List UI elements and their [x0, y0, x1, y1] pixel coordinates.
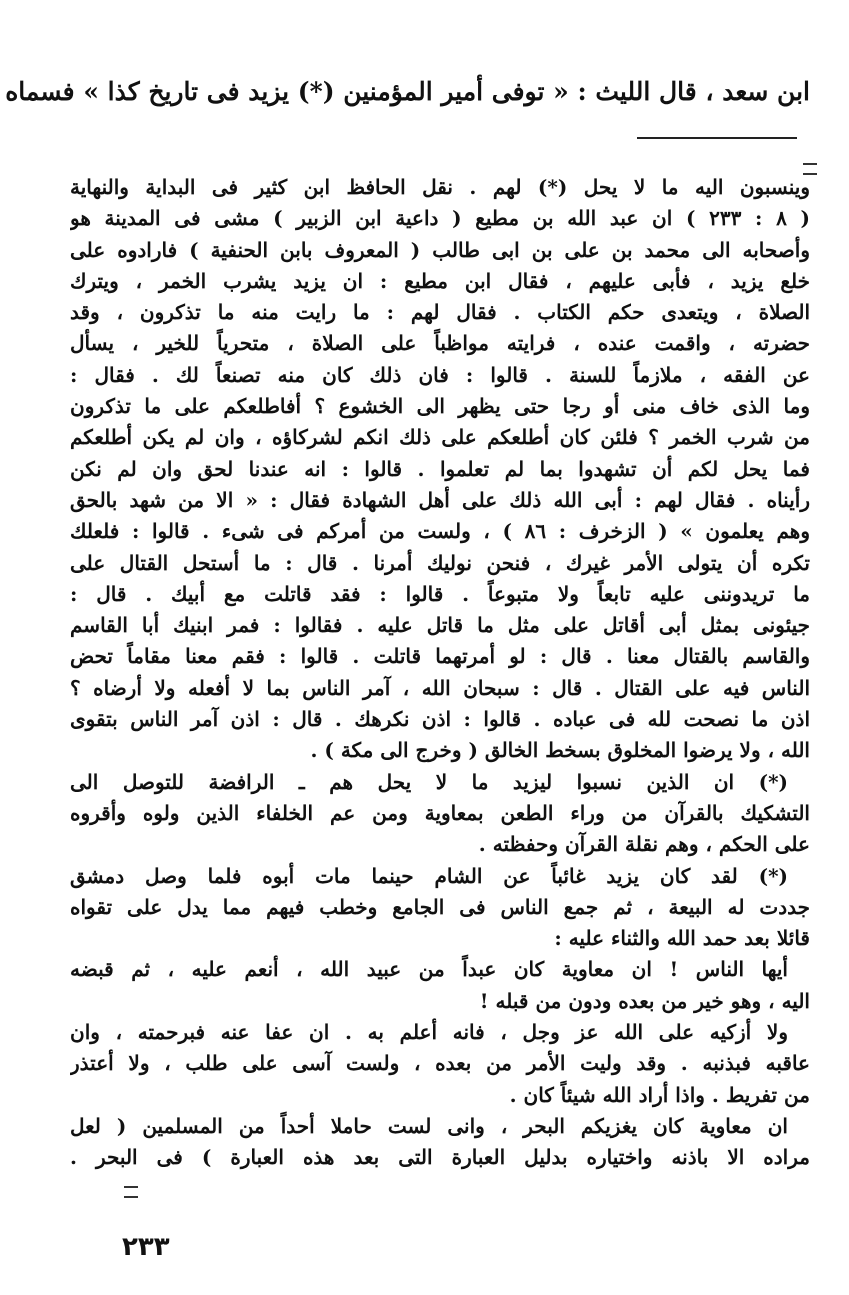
footnote-line: ولا أزكيه على الله عز وجل ، فانه أعلم به . ان عفا عنه فبرحمته ، وان: [70, 1020, 788, 1045]
main-text-line: ابن سعد ، قال الليث : « توفى أمير المؤمنين (*) يزيد فى تاريخ كذا » فسماه: [5, 77, 810, 106]
footnote-line: الله ، ولا يرضوا المخلوق بسخط الخالق ( وخرج الى مكة ) .: [310, 738, 810, 763]
footnote-line: جيئونى بمثل أبى أقاتل على مثل ما قاتل عليه . فقالوا : فمر ابنيك أبا القاسم: [70, 613, 810, 638]
footnote-line: عن الفقه ، ملازماً للسنة . قالوا : فان ذلك كان منه تصنعاً لك . فقال :: [70, 362, 810, 387]
footnote-line: الناس فيه على القتال . قال : سبحان الله ، آمر الناس بما لا أفعله ولا أرضاه ؟: [70, 675, 810, 700]
footnote-line: والقاسم بالقتال معنا . قال : لو أمرتهما قاتلت . قالوا : فقم معنا مقاماً تحض: [70, 644, 810, 669]
footnote-line: (*) ان الذين نسبوا ليزيد ما لا يحل هم ـ الرافضة للتوصل الى: [70, 769, 788, 794]
footnote-line: وينسبون اليه ما لا يحل (*) لهم . نقل الحافظ ابن كثير فى البداية والنهاية: [70, 175, 810, 199]
footnote-line: اليه ، وهو خير من بعده ودون من قبله !: [479, 988, 810, 1013]
footnote-line: على الحكم ، وهم نقلة القرآن وحفظته .: [478, 832, 810, 857]
page-number: ٢٣٣: [122, 1232, 170, 1262]
footnote-line: تكره أن يتولى الأمر غيرك ، فنحن نوليك أمرنا . قال : ما أستحل القتال على: [70, 550, 810, 575]
footnote-line: رأيناه . فقال لهم : أبى الله ذلك على أهل الشهادة فقال : « الا من شهد بالحق: [70, 487, 810, 512]
footnote-line: ( ٨ : ٢٣٣ ) ان عبد الله بن مطيع ( داعية ابن الزبير ) مشى فى المدينة هو: [70, 206, 810, 231]
footnote-line: ان معاوية كان يغزيكم البحر ، وانى لست حاملا أحداً من المسلمين ( لعل: [70, 1113, 788, 1138]
footnotes-block: [70, 172, 810, 1174]
footnote-line: خلع يزيد ، فأبى عليهم ، فقال ابن مطيع : ان يزيد يشرب الخمر ، ويترك: [70, 268, 810, 293]
footnote-line: ما تريدوننى عليه تابعاً ولا متبوعاً . قالوا : فقد قاتلت مع أبيك . قال :: [70, 581, 810, 606]
footnote-line: مراده الا باذنه واختياره بدليل العبارة التى بعد هذه العبارة ) فى البحر .: [70, 1145, 810, 1170]
footnote-line: من شرب الخمر ؟ فلئن كان أطلعكم على ذلك انكم لشركاؤه ، وان لم يكن أطلعكم: [70, 425, 810, 450]
footnote-line: جددت له البيعة ، ثم جمع الناس فى الجامع وخطب فيهم مما يدل على تقواه: [70, 894, 810, 919]
footnote-end-mark: [124, 1186, 138, 1198]
footnote-line: عاقبه فبذنبه . وقد وليت الأمر من بعده ، ولست آسى على طلب ، ولا أعتذر: [70, 1051, 810, 1076]
footnote-line: اذن ما نصحت لله فى عباده . قالوا : اذن نكرهك . قال : اذن آمر الناس بتقوى: [70, 707, 810, 732]
footnote-separator: [637, 137, 797, 139]
footnote-line: من تفريط . واذا أراد الله شيئاً كان .: [509, 1082, 810, 1107]
footnote-line: قائلا بعد حمد الله والثناء عليه :: [554, 926, 810, 951]
footnote-line: أيها الناس ! ان معاوية كان عبداً من عبيد الله ، أنعم عليه ، ثم قبضه: [70, 957, 788, 982]
footnote-line: التشكيك بالقرآن من وراء الطعن بمعاوية ومن عم الخلفاء الذين ولوه وأقروه: [70, 800, 810, 825]
footnote-line: (*) لقد كان يزيد غائباً عن الشام حينما مات أبوه فلما وصل دمشق: [70, 863, 788, 888]
footnote-line: وما الذى خاف منى أو رجا حتى يظهر الى الخشوع ؟ أفاطلعكم على ما تذكرون: [70, 394, 810, 419]
footnote-line: وأصحابه الى محمد بن على بن ابى طالب ( المعروف بابن الحنفية ) فارادوه على: [70, 237, 810, 262]
footnote-line: حضرته ، واقمت عنده ، فرايته مواظباً على الصلاة ، متحرياً للخير ، يسأل: [70, 331, 810, 356]
footnote-line: وهم يعلمون » ( الزخرف : ٨٦ ) ، ولست من أمركم فى شىء . قالوا : فلعلك: [70, 519, 810, 544]
footnote-line: فما يحل لكم أن تشهدوا بما لم تعلموا . قالوا : انه عندنا لحق وان لم نكن: [70, 456, 810, 481]
footnote-line: الصلاة ، ويتعدى حكم الكتاب . فقال لهم : ما رايت منه ما تذكرون ، وقد: [70, 300, 810, 325]
